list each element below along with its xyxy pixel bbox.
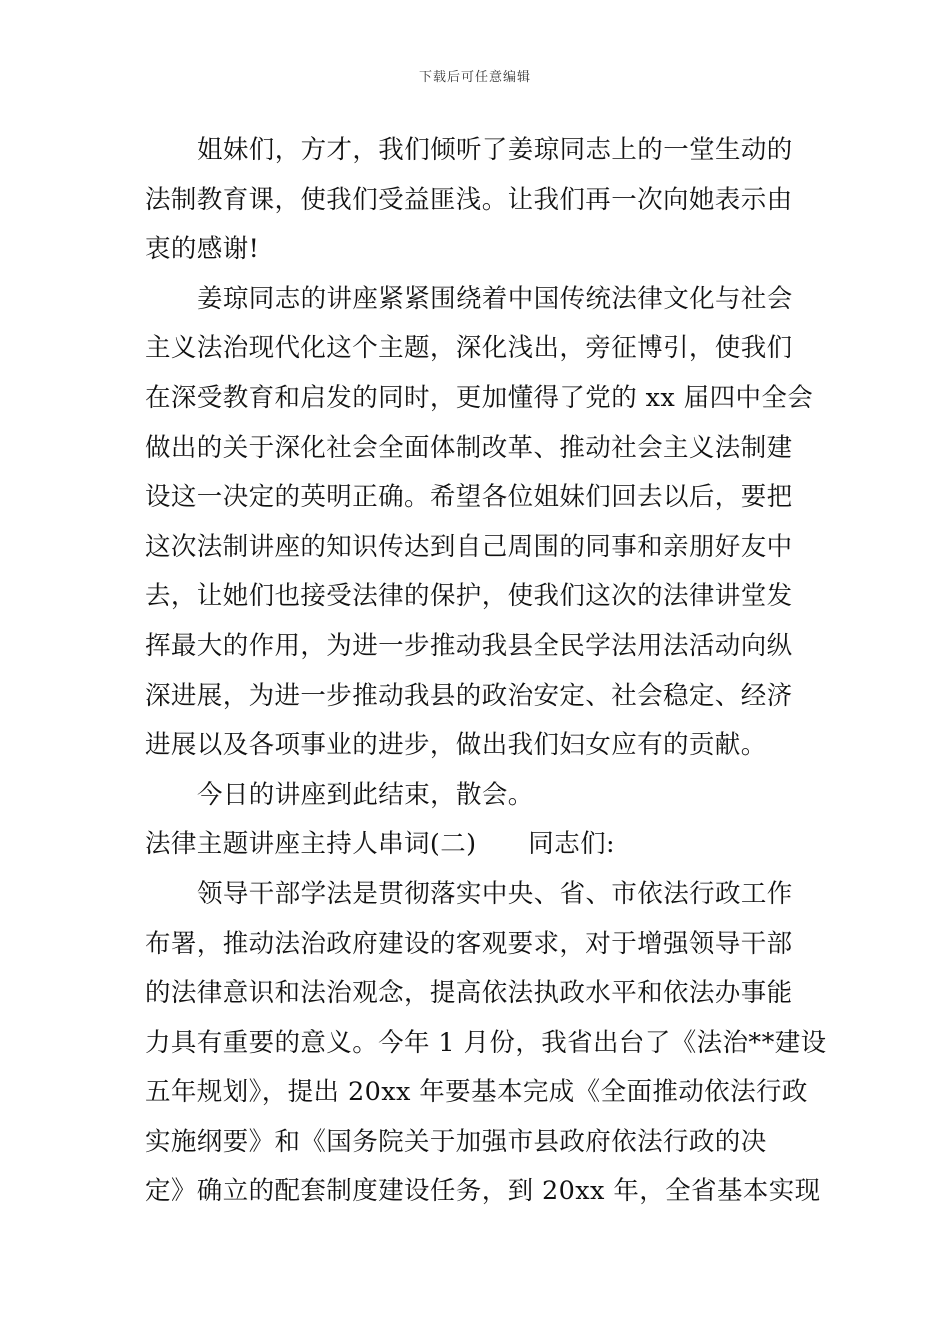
text-line: 做出的关于深化社会全面体制改革、推动社会主义法制建: [145, 432, 793, 463]
text-line: 设这一决定的英明正确。希望各位姐妹们回去以后，要把: [145, 482, 793, 513]
body-text: [145, 126, 827, 1217]
text-line: 挥最大的作用，为进一步推动我县全民学法用法活动向纵: [145, 630, 793, 661]
text-line: 的法律意识和法治观念，提高依法执政水平和依法办事能: [145, 978, 793, 1009]
section-title-line: 法律主题讲座主持人串词(二) 同志们:: [145, 829, 615, 860]
text-line: 今日的讲座到此结束，散会。: [197, 779, 534, 810]
text-line: 定》确立的配套制度建设任务，到 20xx 年，全省基本实现: [145, 1176, 821, 1207]
text-line: 深进展，为进一步推动我县的政治安定、社会稳定、经济: [145, 680, 793, 711]
text-line: 这次法制讲座的知识传达到自己周围的同事和亲朋好友中: [145, 531, 793, 562]
text-line: 进展以及各项事业的进步，做出我们妇女应有的贡献。: [145, 730, 767, 761]
text-line: 布署，推动法治政府建设的客观要求，对于增强领导干部: [145, 928, 793, 959]
text-line: 去，让她们也接受法律的保护，使我们这次的法律讲堂发: [145, 581, 793, 612]
header-note: 下载后可任意编辑: [418, 70, 531, 85]
text-line: 姜琼同志的讲座紧紧围绕着中国传统法律文化与社会: [197, 283, 793, 314]
text-line: 主义法治现代化这个主题，深化浅出，旁征博引，使我们: [145, 333, 793, 364]
text-line: 领导干部学法是贯彻落实中央、省、市依法行政工作: [197, 878, 793, 909]
text-line: 衷的感谢!: [145, 234, 260, 265]
text-line: 姐妹们，方才，我们倾听了姜琼同志上的一堂生动的: [197, 135, 793, 165]
text-line: 在深受教育和启发的同时，更加懂得了党的 xx 届四中全会: [145, 382, 814, 413]
text-line: 实施纲要》和《国务院关于加强市县政府依法行政的决: [145, 1126, 767, 1157]
text-line: 五年规划》，提出 20xx 年要基本完成《全面推动依法行政: [145, 1077, 808, 1108]
text-line: 力具有重要的意义。今年 1 月份，我省出台了《法治**建设: [145, 1027, 827, 1058]
text-line: 法制教育课，使我们受益匪浅。让我们再一次向她表示由: [145, 184, 793, 215]
